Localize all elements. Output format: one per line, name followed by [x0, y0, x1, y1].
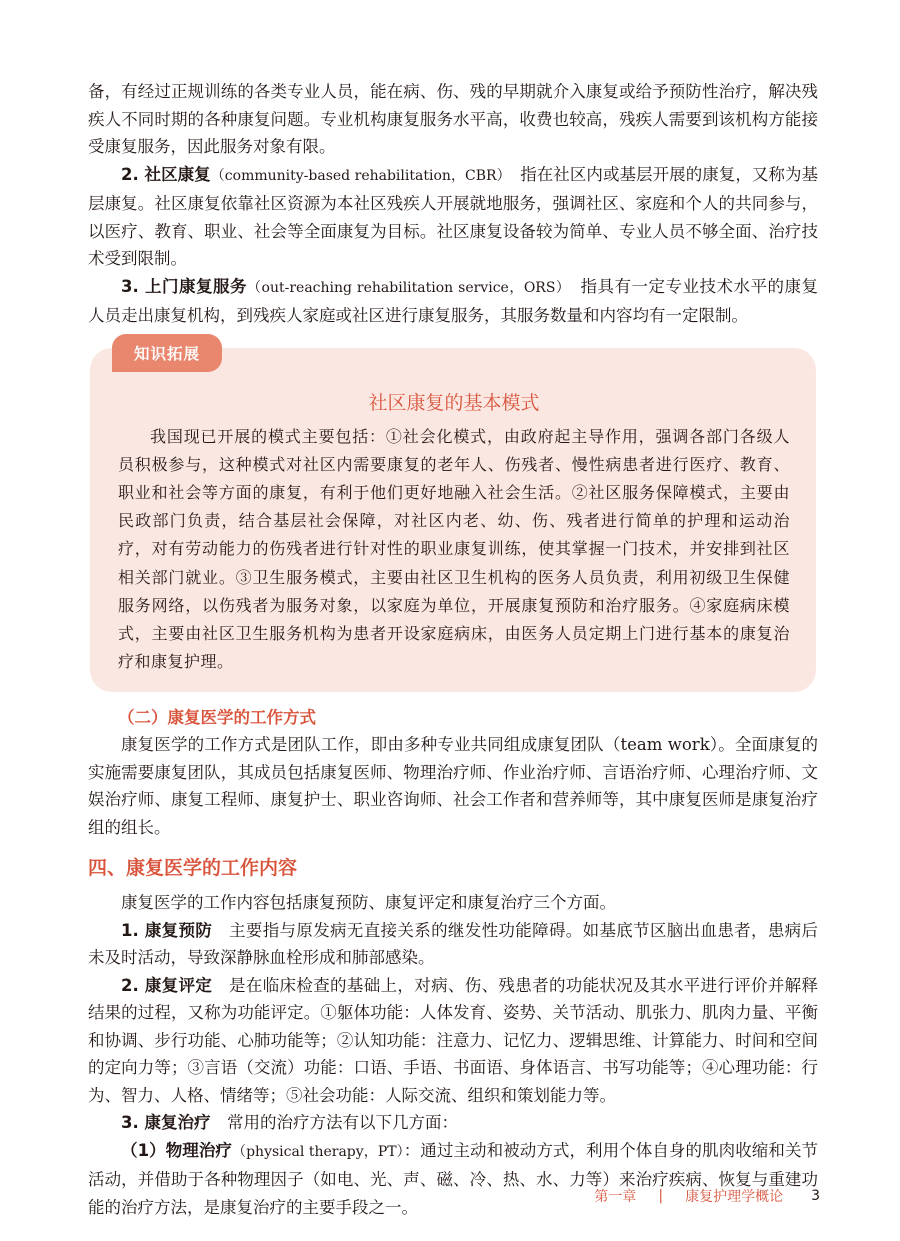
- footer-chapter: 第一章: [594, 1189, 637, 1205]
- work-content-heading: 四、康复医学的工作内容: [88, 857, 298, 880]
- knowledge-box-title: 社区康复的基本模式: [368, 391, 540, 414]
- footer-separator: |: [658, 1188, 664, 1204]
- cbr-english: （community-based rehabilitation，CBR）: [210, 167, 504, 184]
- paragraph-prevention: [88, 917, 818, 972]
- work-mode-heading: （二）康复医学的工作方式: [118, 708, 316, 728]
- pt-english: （physical therapy，PT）: [232, 1143, 404, 1160]
- paragraph-institution: 备，有经过正规训练的各类专业人员，能在病、伤、残的早期就介入康复或给予预防性治疗，解决残疾人不同时期的各种康复问题。专业机构康复服务水平高，收费也较高，残疾人需要到该机构方能接受康复服务，因此服务对象有限。: [88, 82, 818, 156]
- page-content: [88, 78, 818, 1221]
- therapy-label: 3. 康复治疗: [121, 1113, 211, 1133]
- paragraph-cbr: [88, 161, 818, 273]
- cbr-label: 2. 社区康复: [121, 164, 211, 184]
- page-number: 3: [811, 1188, 820, 1204]
- paragraph-physical-therapy: [88, 1137, 818, 1222]
- pt-label: （1）物理治疗: [121, 1140, 233, 1160]
- prevention-label: 1. 康复预防: [121, 920, 213, 940]
- work-mode-text: 康复医学的工作方式是团队工作，即由多种专业共同组成康复团队（team work）。全面康复的实施需要康复团队，其成员包括康复医师、物理治疗师、作业治疗师、言语治疗师、心理治疗师、文娱治疗师、康复工程师、康复护士、职业咨询师、社会工作者和营养师等，其中康复医师是康复治疗组的组长。: [88, 735, 818, 837]
- assessment-label: 2. 康复评定: [121, 975, 213, 995]
- ors-text: 指具有一定专业技术水平的康复人员走出康复机构，到残疾人家庭或社区进行康复服务，其服务数量和内容均有一定限制。: [88, 276, 819, 325]
- pt-text: ：通过主动和被动方式，利用个体自身的肌肉收缩和关节活动，并借助于各种物理因子（如电、光、声、磁、冷、热、水、力等）来治疗疾病、恢复与重建功能的治疗方法，是康复治疗的主要手段之一。: [88, 1140, 819, 1217]
- work-content-intro: 康复医学的工作内容包括康复预防、康复评定和康复治疗三个方面。: [121, 893, 616, 913]
- assessment-text: 是在临床检查的基础上，对病、伤、残患者的功能状况及其水平进行评价并解释结果的过程，又称为功能评定。①躯体功能：人体发育、姿势、关节活动、肌张力、肌肉力量、平衡和协调、步行功能、心肺功能等；②认知功能：注意力、记忆力、逻辑思维、计算能力、时间和空间的定向力等；③言语（交流）功能：口语、手语、书面语、身体语言、书写功能等；④心理功能：行为、智力、人格、情绪等；⑤社会功能：人际交流、组织和策划能力等。: [88, 975, 819, 1105]
- prevention-text: 主要指与原发病无直接关系的继发性功能障碍。如基底节区脑出血患者，患病后未及时活动，导致深静脉血栓形成和肺部感染。: [88, 920, 819, 968]
- ors-label: 3. 上门康复服务: [121, 276, 248, 296]
- paragraph-therapy: [88, 1109, 818, 1137]
- paragraph-ors: [88, 273, 818, 330]
- therapy-text: 常用的治疗方法有以下几方面：: [227, 1113, 458, 1133]
- cbr-text: 指在社区内或基层开展的康复，又称为基层康复。社区康复依靠社区资源为本社区残疾人开展就地服务，强调社区、家庭和个人的共同参与，以医疗、教育、职业、社会等全面康复为目标。社区康复设备较为简单、专业人员不够全面、治疗技术受到限制。: [88, 164, 819, 268]
- page-footer: [594, 1186, 820, 1206]
- paragraph-assessment: [88, 972, 818, 1110]
- ors-english: （out-reaching rehabilitation service，ORS）: [247, 279, 564, 296]
- knowledge-box-tab: 知识拓展: [112, 334, 222, 372]
- footer-title: 康复护理学概论: [685, 1189, 784, 1205]
- knowledge-box: [90, 344, 816, 693]
- knowledge-box-body: 我国现已开展的模式主要包括：①社会化模式，由政府起主导作用，强调各部门各级人员积极参与，这种模式对社区内需要康复的老年人、伤残者、慢性病患者进行医疗、教育、职业和社会等方面的康复，有利于他们更好地融入社会生活。②社区服务保障模式，主要由民政部门负责，结合基层社会保障，对社区内老、幼、伤、残者进行简单的护理和运动治疗，对有劳动能力的伤残者进行针对性的职业康复训练，使其掌握一门技术，并安排到社区相关部门就业。③卫生服务模式，主要由社区卫生机构的医务人员负责，利用初级卫生保健服务网络，以伤残者为服务对象，以家庭为单位，开展康复预防和治疗服务。④家庭病床模式，主要由社区卫生服务机构为患者开设家庭病床，由医务人员定期上门进行基本的康复治疗和康复护理。: [118, 426, 790, 672]
